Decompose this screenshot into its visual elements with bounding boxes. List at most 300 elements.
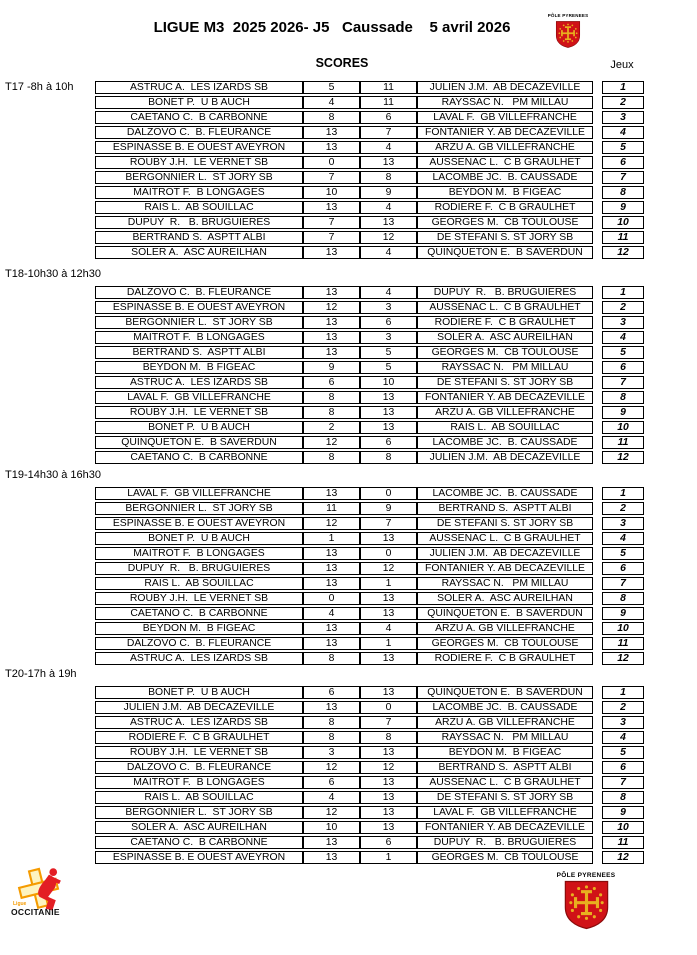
jeux-row <box>602 246 644 259</box>
score-a-cell: 0 <box>303 592 360 605</box>
pole-pyrenees-caption-bottom: PÔLE PYRENEES <box>556 872 616 879</box>
match-row <box>95 577 593 590</box>
score-a-cell: 2 <box>303 421 360 434</box>
jeux-row <box>602 686 644 699</box>
player-a-cell: CAETANO C. B CARBONNE <box>95 111 303 124</box>
jeux-row <box>602 421 644 434</box>
jeux-row <box>602 836 644 849</box>
match-row <box>95 652 593 665</box>
jeu-number-cell: 6 <box>602 562 644 575</box>
score-b-cell: 4 <box>360 622 417 635</box>
player-a-cell: BONET P. U B AUCH <box>95 96 303 109</box>
score-a-cell: 13 <box>303 141 360 154</box>
score-b-cell: 5 <box>360 346 417 359</box>
jeux-row <box>602 716 644 729</box>
score-b-cell: 12 <box>360 562 417 575</box>
player-b-cell: GEORGES M. CB TOULOUSE <box>417 851 593 864</box>
jeu-number-cell: 11 <box>602 836 644 849</box>
ligue-caption: Ligue <box>13 901 27 907</box>
score-a-cell: 7 <box>303 171 360 184</box>
jeux-row <box>602 186 644 199</box>
jeu-number-cell: 11 <box>602 231 644 244</box>
player-a-cell: CAETANO C. B CARBONNE <box>95 836 303 849</box>
jeu-number-cell: 6 <box>602 156 644 169</box>
player-b-cell: GEORGES M. CB TOULOUSE <box>417 346 593 359</box>
player-b-cell: GEORGES M. CB TOULOUSE <box>417 216 593 229</box>
session-time-label: T20-17h à 19h <box>5 668 77 680</box>
jeux-row <box>602 376 644 389</box>
score-a-cell: 8 <box>303 731 360 744</box>
player-a-cell: BERGONNIER L. ST JORY SB <box>95 171 303 184</box>
match-row <box>95 451 593 464</box>
player-a-cell: ESPINASSE B. E OUEST AVEYRON <box>95 141 303 154</box>
player-a-cell: BEYDON M. B FIGEAC <box>95 361 303 374</box>
score-b-cell: 13 <box>360 421 417 434</box>
score-b-cell: 13 <box>360 532 417 545</box>
player-a-cell: LAVAL F. GB VILLEFRANCHE <box>95 391 303 404</box>
player-a-cell: DALZOVO C. B. FLEURANCE <box>95 286 303 299</box>
player-a-cell: SOLER A. ASC AUREILHAN <box>95 246 303 259</box>
jeux-table <box>602 79 644 261</box>
jeu-number-cell: 10 <box>602 821 644 834</box>
score-a-cell: 12 <box>303 761 360 774</box>
player-a-cell: DALZOVO C. B. FLEURANCE <box>95 761 303 774</box>
score-b-cell: 4 <box>360 246 417 259</box>
score-b-cell: 13 <box>360 686 417 699</box>
jeux-row <box>602 286 644 299</box>
jeux-row <box>602 141 644 154</box>
score-b-cell: 6 <box>360 111 417 124</box>
jeu-number-cell: 3 <box>602 517 644 530</box>
jeux-row <box>602 346 644 359</box>
score-a-cell: 7 <box>303 231 360 244</box>
jeux-row <box>602 701 644 714</box>
match-row <box>95 532 593 545</box>
jeu-number-cell: 1 <box>602 286 644 299</box>
jeux-row <box>602 806 644 819</box>
score-b-cell: 1 <box>360 577 417 590</box>
player-b-cell: LACOMBE JC. B. CAUSSADE <box>417 701 593 714</box>
jeux-row <box>602 96 644 109</box>
score-b-cell: 13 <box>360 156 417 169</box>
player-b-cell: DUPUY R. B. BRUGUIERES <box>417 286 593 299</box>
player-a-cell: JULIEN J.M. AB DECAZEVILLE <box>95 701 303 714</box>
match-row <box>95 301 593 314</box>
jeux-row <box>602 731 644 744</box>
match-row <box>95 776 593 789</box>
jeux-row <box>602 776 644 789</box>
jeu-number-cell: 7 <box>602 376 644 389</box>
match-row <box>95 836 593 849</box>
score-a-cell: 0 <box>303 156 360 169</box>
player-b-cell: RODIERE F. C B GRAULHET <box>417 201 593 214</box>
match-row <box>95 716 593 729</box>
score-a-cell: 13 <box>303 836 360 849</box>
score-a-cell: 13 <box>303 622 360 635</box>
match-row <box>95 436 593 449</box>
player-b-cell: AUSSENAC L. C B GRAULHET <box>417 301 593 314</box>
jeu-number-cell: 12 <box>602 451 644 464</box>
match-row <box>95 96 593 109</box>
player-b-cell: QUINQUETON E. B SAVERDUN <box>417 686 593 699</box>
match-row <box>95 622 593 635</box>
player-a-cell: BONET P. U B AUCH <box>95 421 303 434</box>
score-b-cell: 7 <box>360 716 417 729</box>
player-b-cell: LACOMBE JC. B. CAUSSADE <box>417 487 593 500</box>
match-row <box>95 316 593 329</box>
jeux-row <box>602 547 644 560</box>
score-a-cell: 13 <box>303 701 360 714</box>
match-row <box>95 81 593 94</box>
player-a-cell: BERTRAND S. ASPTT ALBI <box>95 231 303 244</box>
match-row <box>95 201 593 214</box>
score-b-cell: 6 <box>360 836 417 849</box>
session-section <box>0 268 697 466</box>
jeux-row <box>602 436 644 449</box>
pole-pyrenees-caption-top: PÔLE PYRENEES <box>547 13 589 18</box>
score-a-cell: 6 <box>303 686 360 699</box>
player-a-cell: RAIS L. AB SOUILLAC <box>95 791 303 804</box>
score-a-cell: 9 <box>303 361 360 374</box>
player-b-cell: RAYSSAC N. PM MILLAU <box>417 96 593 109</box>
jeu-number-cell: 3 <box>602 716 644 729</box>
match-row <box>95 141 593 154</box>
player-a-cell: BERGONNIER L. ST JORY SB <box>95 502 303 515</box>
player-a-cell: DUPUY R. B. BRUGUIERES <box>95 216 303 229</box>
score-b-cell: 13 <box>360 216 417 229</box>
match-row <box>95 171 593 184</box>
player-b-cell: LAVAL F. GB VILLEFRANCHE <box>417 806 593 819</box>
player-b-cell: RAIS L. AB SOUILLAC <box>417 421 593 434</box>
jeu-number-cell: 10 <box>602 622 644 635</box>
jeux-row <box>602 851 644 864</box>
jeux-row <box>602 126 644 139</box>
jeux-row <box>602 607 644 620</box>
score-a-cell: 13 <box>303 286 360 299</box>
score-a-cell: 6 <box>303 776 360 789</box>
score-b-cell: 13 <box>360 746 417 759</box>
score-b-cell: 4 <box>360 141 417 154</box>
player-b-cell: ARZU A. GB VILLEFRANCHE <box>417 716 593 729</box>
player-b-cell: JULIEN J.M. AB DECAZEVILLE <box>417 451 593 464</box>
jeu-number-cell: 7 <box>602 776 644 789</box>
scores-table <box>95 284 593 466</box>
player-a-cell: BEYDON M. B FIGEAC <box>95 622 303 635</box>
scores-table <box>95 79 593 261</box>
player-a-cell: ROUBY J.H. LE VERNET SB <box>95 746 303 759</box>
match-row <box>95 821 593 834</box>
score-a-cell: 8 <box>303 391 360 404</box>
score-a-cell: 13 <box>303 331 360 344</box>
jeux-row <box>602 216 644 229</box>
jeux-row <box>602 821 644 834</box>
player-b-cell: RAYSSAC N. PM MILLAU <box>417 731 593 744</box>
score-b-cell: 7 <box>360 126 417 139</box>
player-b-cell: DE STEFANI S. ST JORY SB <box>417 231 593 244</box>
match-row <box>95 111 593 124</box>
player-b-cell: ARZU A. GB VILLEFRANCHE <box>417 406 593 419</box>
score-b-cell: 13 <box>360 776 417 789</box>
score-b-cell: 4 <box>360 286 417 299</box>
score-a-cell: 7 <box>303 216 360 229</box>
jeux-row <box>602 111 644 124</box>
player-a-cell: BERGONNIER L. ST JORY SB <box>95 316 303 329</box>
jeux-row <box>602 391 644 404</box>
match-row <box>95 331 593 344</box>
score-a-cell: 8 <box>303 652 360 665</box>
pole-pyrenees-shield-icon <box>563 879 610 931</box>
score-b-cell: 3 <box>360 331 417 344</box>
match-row <box>95 361 593 374</box>
session-time-label: T17 -8h à 10h <box>5 81 74 93</box>
score-a-cell: 13 <box>303 577 360 590</box>
match-row <box>95 391 593 404</box>
match-row <box>95 421 593 434</box>
player-b-cell: FONTANIER Y. AB DECAZEVILLE <box>417 391 593 404</box>
pole-pyrenees-logo-top <box>546 13 590 55</box>
score-b-cell: 9 <box>360 186 417 199</box>
score-b-cell: 13 <box>360 406 417 419</box>
jeu-number-cell: 5 <box>602 141 644 154</box>
jeu-number-cell: 10 <box>602 421 644 434</box>
score-b-cell: 12 <box>360 231 417 244</box>
score-a-cell: 13 <box>303 246 360 259</box>
jeu-number-cell: 11 <box>602 637 644 650</box>
score-a-cell: 13 <box>303 637 360 650</box>
jeu-number-cell: 3 <box>602 111 644 124</box>
score-b-cell: 6 <box>360 316 417 329</box>
player-a-cell: SOLER A. ASC AUREILHAN <box>95 821 303 834</box>
page-title: LIGUE M3 2025 2026- J5 Caussade 5 avril 2026 <box>153 19 511 36</box>
match-row <box>95 637 593 650</box>
jeux-row <box>602 502 644 515</box>
match-row <box>95 487 593 500</box>
jeux-row <box>602 622 644 635</box>
jeux-row <box>602 637 644 650</box>
score-b-cell: 1 <box>360 637 417 650</box>
score-b-cell: 8 <box>360 171 417 184</box>
jeux-row <box>602 81 644 94</box>
jeux-row <box>602 171 644 184</box>
score-b-cell: 1 <box>360 851 417 864</box>
score-a-cell: 12 <box>303 517 360 530</box>
player-a-cell: MAITROT F. B LONGAGES <box>95 776 303 789</box>
player-a-cell: ROUBY J.H. LE VERNET SB <box>95 156 303 169</box>
match-row <box>95 231 593 244</box>
session-section <box>0 79 697 261</box>
jeu-number-cell: 2 <box>602 301 644 314</box>
session-section <box>0 469 697 667</box>
player-a-cell: ESPINASSE B. E OUEST AVEYRON <box>95 851 303 864</box>
player-b-cell: SOLER A. ASC AUREILHAN <box>417 331 593 344</box>
player-b-cell: GEORGES M. CB TOULOUSE <box>417 637 593 650</box>
score-a-cell: 8 <box>303 406 360 419</box>
score-b-cell: 3 <box>360 301 417 314</box>
score-b-cell: 0 <box>360 701 417 714</box>
player-a-cell: ASTRUC A. LES IZARDS SB <box>95 376 303 389</box>
player-a-cell: LAVAL F. GB VILLEFRANCHE <box>95 487 303 500</box>
match-row <box>95 731 593 744</box>
score-a-cell: 12 <box>303 436 360 449</box>
pole-pyrenees-shield-icon <box>555 19 581 50</box>
player-b-cell: DE STEFANI S. ST JORY SB <box>417 791 593 804</box>
jeu-number-cell: 6 <box>602 761 644 774</box>
player-a-cell: DALZOVO C. B. FLEURANCE <box>95 637 303 650</box>
jeu-number-cell: 1 <box>602 81 644 94</box>
score-b-cell: 8 <box>360 731 417 744</box>
jeu-number-cell: 12 <box>602 851 644 864</box>
jeu-number-cell: 4 <box>602 731 644 744</box>
player-b-cell: AUSSENAC L. C B GRAULHET <box>417 156 593 169</box>
player-b-cell: ARZU A. GB VILLEFRANCHE <box>417 622 593 635</box>
score-a-cell: 10 <box>303 821 360 834</box>
jeu-number-cell: 4 <box>602 331 644 344</box>
jeu-number-cell: 4 <box>602 532 644 545</box>
jeu-number-cell: 11 <box>602 436 644 449</box>
player-a-cell: ESPINASSE B. E OUEST AVEYRON <box>95 301 303 314</box>
player-b-cell: QUINQUETON E. B SAVERDUN <box>417 607 593 620</box>
match-row <box>95 502 593 515</box>
match-row <box>95 246 593 259</box>
jeu-number-cell: 1 <box>602 686 644 699</box>
player-a-cell: DALZOVO C. B. FLEURANCE <box>95 126 303 139</box>
score-a-cell: 12 <box>303 806 360 819</box>
score-a-cell: 13 <box>303 346 360 359</box>
scores-table <box>95 684 593 866</box>
player-b-cell: LACOMBE JC. B. CAUSSADE <box>417 436 593 449</box>
jeux-row <box>602 517 644 530</box>
score-a-cell: 10 <box>303 186 360 199</box>
jeu-number-cell: 4 <box>602 126 644 139</box>
score-b-cell: 13 <box>360 806 417 819</box>
score-b-cell: 13 <box>360 391 417 404</box>
jeu-number-cell: 1 <box>602 487 644 500</box>
score-b-cell: 7 <box>360 517 417 530</box>
score-a-cell: 6 <box>303 376 360 389</box>
match-row <box>95 216 593 229</box>
jeux-table <box>602 684 644 866</box>
player-b-cell: ARZU A. GB VILLEFRANCHE <box>417 141 593 154</box>
score-b-cell: 13 <box>360 821 417 834</box>
player-a-cell: BONET P. U B AUCH <box>95 532 303 545</box>
score-a-cell: 13 <box>303 201 360 214</box>
score-b-cell: 10 <box>360 376 417 389</box>
score-a-cell: 13 <box>303 851 360 864</box>
match-row <box>95 156 593 169</box>
score-b-cell: 0 <box>360 547 417 560</box>
jeux-row <box>602 201 644 214</box>
match-row <box>95 126 593 139</box>
jeux-table <box>602 284 644 466</box>
player-a-cell: ROUBY J.H. LE VERNET SB <box>95 592 303 605</box>
score-b-cell: 11 <box>360 81 417 94</box>
jeu-number-cell: 2 <box>602 701 644 714</box>
jeux-row <box>602 316 644 329</box>
jeux-row <box>602 331 644 344</box>
match-row <box>95 851 593 864</box>
score-b-cell: 13 <box>360 791 417 804</box>
player-a-cell: ASTRUC A. LES IZARDS SB <box>95 716 303 729</box>
player-b-cell: JULIEN J.M. AB DECAZEVILLE <box>417 81 593 94</box>
jeux-row <box>602 577 644 590</box>
score-a-cell: 3 <box>303 746 360 759</box>
score-a-cell: 8 <box>303 716 360 729</box>
score-a-cell: 5 <box>303 81 360 94</box>
score-b-cell: 6 <box>360 436 417 449</box>
jeux-row <box>602 406 644 419</box>
player-a-cell: ASTRUC A. LES IZARDS SB <box>95 81 303 94</box>
player-a-cell: MAITROT F. B LONGAGES <box>95 186 303 199</box>
jeux-row <box>602 532 644 545</box>
player-b-cell: FONTANIER Y. AB DECAZEVILLE <box>417 821 593 834</box>
score-a-cell: 12 <box>303 301 360 314</box>
match-row <box>95 286 593 299</box>
player-b-cell: FONTANIER Y. AB DECAZEVILLE <box>417 126 593 139</box>
jeu-number-cell: 6 <box>602 361 644 374</box>
player-a-cell: ASTRUC A. LES IZARDS SB <box>95 652 303 665</box>
jeu-number-cell: 5 <box>602 346 644 359</box>
score-b-cell: 5 <box>360 361 417 374</box>
score-b-cell: 0 <box>360 487 417 500</box>
score-a-cell: 4 <box>303 791 360 804</box>
jeux-row <box>602 231 644 244</box>
player-a-cell: RAIS L. AB SOUILLAC <box>95 201 303 214</box>
match-row <box>95 376 593 389</box>
score-b-cell: 12 <box>360 761 417 774</box>
score-a-cell: 11 <box>303 502 360 515</box>
jeux-row <box>602 487 644 500</box>
jeu-number-cell: 8 <box>602 391 644 404</box>
jeu-number-cell: 5 <box>602 547 644 560</box>
player-b-cell: AUSSENAC L. C B GRAULHET <box>417 532 593 545</box>
session-time-label: T19-14h30 à 16h30 <box>5 469 102 481</box>
jeu-number-cell: 12 <box>602 246 644 259</box>
match-row <box>95 746 593 759</box>
jeux-row <box>602 761 644 774</box>
player-a-cell: CAETANO C. B CARBONNE <box>95 607 303 620</box>
score-b-cell: 13 <box>360 607 417 620</box>
match-row <box>95 701 593 714</box>
jeux-row <box>602 156 644 169</box>
jeux-row <box>602 361 644 374</box>
jeu-number-cell: 2 <box>602 96 644 109</box>
player-a-cell: ROUBY J.H. LE VERNET SB <box>95 406 303 419</box>
match-row <box>95 346 593 359</box>
player-b-cell: BERTRAND S. ASPTT ALBI <box>417 502 593 515</box>
jeu-number-cell: 8 <box>602 592 644 605</box>
scores-header: SCORES <box>315 56 369 70</box>
player-a-cell: DUPUY R. B. BRUGUIERES <box>95 562 303 575</box>
jeu-number-cell: 9 <box>602 607 644 620</box>
jeux-row <box>602 592 644 605</box>
match-row <box>95 761 593 774</box>
player-a-cell: RODIERE F. C B GRAULHET <box>95 731 303 744</box>
player-b-cell: DE STEFANI S. ST JORY SB <box>417 376 593 389</box>
player-a-cell: MAITROT F. B LONGAGES <box>95 331 303 344</box>
player-b-cell: RODIERE F. C B GRAULHET <box>417 316 593 329</box>
score-b-cell: 8 <box>360 451 417 464</box>
player-b-cell: RAYSSAC N. PM MILLAU <box>417 577 593 590</box>
jeu-number-cell: 3 <box>602 316 644 329</box>
player-b-cell: DUPUY R. B. BRUGUIERES <box>417 836 593 849</box>
match-row <box>95 806 593 819</box>
score-a-cell: 8 <box>303 111 360 124</box>
score-a-cell: 13 <box>303 487 360 500</box>
jeux-row <box>602 562 644 575</box>
player-b-cell: DE STEFANI S. ST JORY SB <box>417 517 593 530</box>
score-a-cell: 1 <box>303 532 360 545</box>
match-row <box>95 186 593 199</box>
